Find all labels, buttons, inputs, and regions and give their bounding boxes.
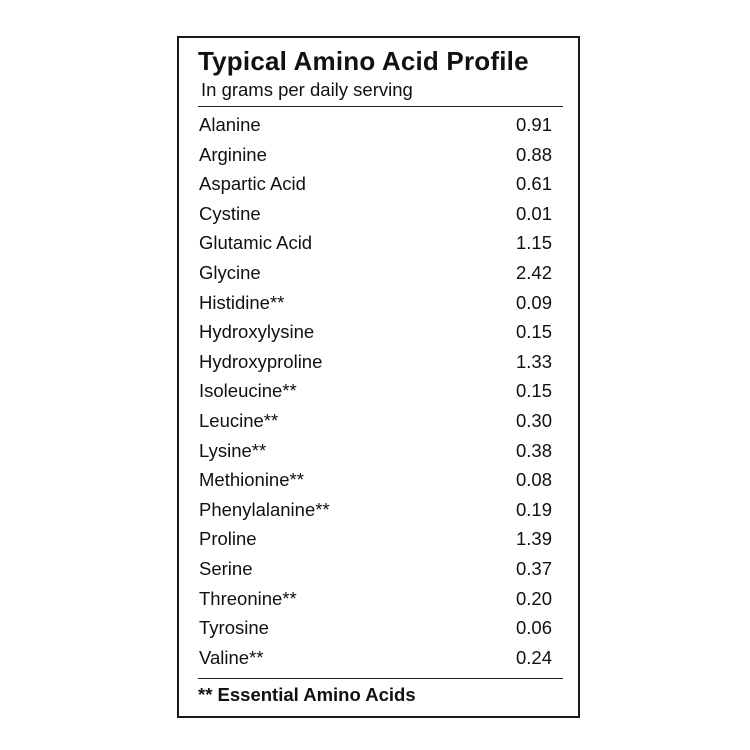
- amino-acid-table: [179, 111, 578, 673]
- table-row: [179, 466, 578, 496]
- amino-acid-value: 0.24: [515, 646, 552, 668]
- amino-acid-name: Histidine**: [199, 291, 285, 313]
- table-row: [179, 407, 578, 437]
- table-row: [179, 259, 578, 289]
- table-row: [179, 200, 578, 230]
- amino-acid-name: Proline: [199, 528, 257, 550]
- table-row: [179, 585, 578, 615]
- amino-acid-value: 1.15: [515, 232, 552, 254]
- amino-acid-name: Cystine: [199, 202, 261, 224]
- table-row: [179, 437, 578, 467]
- amino-acid-name: Serine: [199, 557, 253, 579]
- amino-acid-value: 0.15: [515, 380, 552, 402]
- amino-acid-name: Phenylalanine**: [199, 498, 330, 520]
- table-row: [179, 644, 578, 674]
- table-row: [179, 141, 578, 171]
- amino-acid-value: 0.38: [515, 439, 552, 461]
- amino-acid-name: Leucine**: [199, 409, 279, 431]
- amino-acid-name: Valine**: [199, 646, 264, 668]
- panel-subtitle: In grams per daily serving: [201, 79, 413, 100]
- amino-acid-value: 0.01: [515, 202, 552, 224]
- bottom-divider: [198, 678, 563, 679]
- amino-acid-name: Glycine: [199, 261, 261, 283]
- amino-acid-value: 0.08: [515, 469, 552, 491]
- amino-acid-name: Aspartic Acid: [199, 173, 306, 195]
- amino-acid-value: 0.06: [515, 617, 552, 639]
- amino-acid-value: 2.42: [515, 261, 552, 283]
- table-row: [179, 496, 578, 526]
- amino-acid-name: Hydroxylysine: [199, 321, 315, 343]
- amino-acid-value: 0.61: [515, 173, 552, 195]
- amino-acid-value: 0.20: [515, 587, 552, 609]
- top-divider: [198, 106, 563, 107]
- table-row: [179, 555, 578, 585]
- essential-footnote: ** Essential Amino Acids: [198, 684, 416, 705]
- table-row: [179, 377, 578, 407]
- amino-acid-value: 0.09: [515, 291, 552, 313]
- amino-acid-name: Glutamic Acid: [199, 232, 313, 254]
- table-row: [179, 111, 578, 141]
- amino-acid-name: Lysine**: [199, 439, 267, 461]
- table-row: [179, 289, 578, 319]
- table-row: [179, 229, 578, 259]
- amino-acid-value: 0.19: [515, 498, 552, 520]
- table-row: [179, 170, 578, 200]
- amino-acid-name: Arginine: [199, 143, 267, 165]
- amino-acid-name: Methionine**: [199, 469, 304, 491]
- amino-acid-value: 0.91: [515, 114, 552, 135]
- amino-acid-name: Hydroxyproline: [199, 350, 323, 372]
- table-row: [179, 348, 578, 378]
- amino-acid-name: Threonine**: [199, 587, 297, 609]
- table-row: [179, 614, 578, 644]
- amino-acid-name: Isoleucine**: [199, 380, 297, 402]
- table-row: [179, 318, 578, 348]
- amino-acid-value: 0.37: [515, 557, 552, 579]
- amino-acid-name: Tyrosine: [199, 617, 269, 639]
- amino-acid-name: Alanine: [199, 114, 261, 135]
- amino-acid-value: 1.39: [515, 528, 552, 550]
- table-row: [179, 525, 578, 555]
- amino-acid-profile-panel: [177, 36, 580, 718]
- panel-title: Typical Amino Acid Profile: [198, 46, 529, 76]
- amino-acid-value: 0.88: [515, 143, 552, 165]
- amino-acid-value: 1.33: [515, 350, 552, 372]
- amino-acid-value: 0.30: [515, 409, 552, 431]
- amino-acid-value: 0.15: [515, 321, 552, 343]
